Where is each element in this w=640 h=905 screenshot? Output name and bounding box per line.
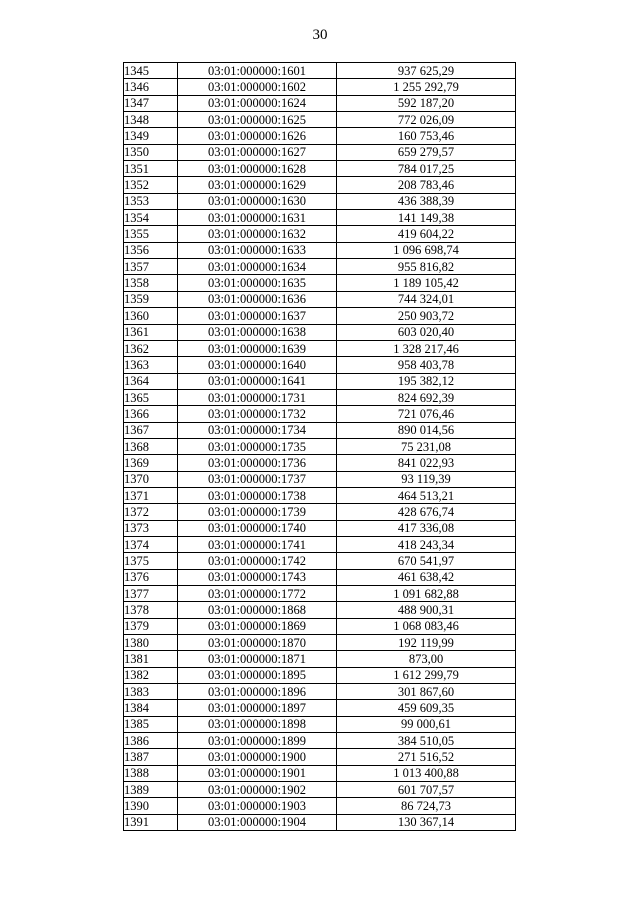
- value-cell: 1 013 400,88: [337, 765, 516, 781]
- row-number-cell: 1391: [124, 814, 178, 830]
- cadastral-number-cell: 03:01:000000:1637: [178, 308, 337, 324]
- table-row: [124, 112, 516, 128]
- row-number-cell: 1368: [124, 438, 178, 454]
- value-cell: 1 189 105,42: [337, 275, 516, 291]
- value-cell: 937 625,29: [337, 63, 516, 79]
- row-number-cell: 1348: [124, 112, 178, 128]
- table-row: [124, 324, 516, 340]
- row-number-cell: 1377: [124, 586, 178, 602]
- table-row: [124, 602, 516, 618]
- row-number-cell: 1385: [124, 716, 178, 732]
- cadastral-number-cell: 03:01:000000:1899: [178, 733, 337, 749]
- value-cell: 461 638,42: [337, 569, 516, 585]
- table-row: [124, 161, 516, 177]
- cadastral-number-cell: 03:01:000000:1734: [178, 422, 337, 438]
- cadastral-number-cell: 03:01:000000:1631: [178, 210, 337, 226]
- value-cell: 958 403,78: [337, 357, 516, 373]
- value-cell: 192 119,99: [337, 635, 516, 651]
- cadastral-number-cell: 03:01:000000:1738: [178, 487, 337, 503]
- cadastral-number-cell: 03:01:000000:1869: [178, 618, 337, 634]
- value-cell: 93 119,39: [337, 471, 516, 487]
- value-cell: 659 279,57: [337, 144, 516, 160]
- table-body: [124, 63, 516, 831]
- value-cell: 488 900,31: [337, 602, 516, 618]
- value-cell: 955 816,82: [337, 259, 516, 275]
- table-row: [124, 242, 516, 258]
- cadastral-number-cell: 03:01:000000:1904: [178, 814, 337, 830]
- cadastral-number-cell: 03:01:000000:1900: [178, 749, 337, 765]
- cadastral-number-cell: 03:01:000000:1772: [178, 586, 337, 602]
- cadastral-number-cell: 03:01:000000:1633: [178, 242, 337, 258]
- cadastral-number-cell: 03:01:000000:1641: [178, 373, 337, 389]
- value-cell: 436 388,39: [337, 193, 516, 209]
- table-row: [124, 79, 516, 95]
- row-number-cell: 1360: [124, 308, 178, 324]
- page-number: 30: [312, 27, 328, 43]
- value-cell: 784 017,25: [337, 161, 516, 177]
- row-number-cell: 1390: [124, 798, 178, 814]
- table-row: [124, 749, 516, 765]
- row-number-cell: 1354: [124, 210, 178, 226]
- value-cell: 130 367,14: [337, 814, 516, 830]
- cadastral-number-cell: 03:01:000000:1901: [178, 765, 337, 781]
- table-row: [124, 651, 516, 667]
- table-row: [124, 95, 516, 111]
- row-number-cell: 1352: [124, 177, 178, 193]
- value-cell: 428 676,74: [337, 504, 516, 520]
- cadastral-number-cell: 03:01:000000:1898: [178, 716, 337, 732]
- table-row: [124, 471, 516, 487]
- table-row: [124, 569, 516, 585]
- value-cell: 464 513,21: [337, 487, 516, 503]
- value-cell: 141 149,38: [337, 210, 516, 226]
- cadastral-number-cell: 03:01:000000:1632: [178, 226, 337, 242]
- value-cell: 271 516,52: [337, 749, 516, 765]
- cadastral-number-cell: 03:01:000000:1739: [178, 504, 337, 520]
- row-number-cell: 1349: [124, 128, 178, 144]
- cadastral-number-cell: 03:01:000000:1735: [178, 438, 337, 454]
- row-number-cell: 1373: [124, 520, 178, 536]
- value-cell: 603 020,40: [337, 324, 516, 340]
- row-number-cell: 1363: [124, 357, 178, 373]
- row-number-cell: 1365: [124, 389, 178, 405]
- row-number-cell: 1346: [124, 79, 178, 95]
- row-number-cell: 1369: [124, 455, 178, 471]
- table-row: [124, 455, 516, 471]
- cadastral-number-cell: 03:01:000000:1635: [178, 275, 337, 291]
- table-row: [124, 504, 516, 520]
- value-cell: 86 724,73: [337, 798, 516, 814]
- cadastral-number-cell: 03:01:000000:1896: [178, 684, 337, 700]
- row-number-cell: 1361: [124, 324, 178, 340]
- cadastral-number-cell: 03:01:000000:1737: [178, 471, 337, 487]
- row-number-cell: 1351: [124, 161, 178, 177]
- cadastral-number-cell: 03:01:000000:1732: [178, 406, 337, 422]
- cadastral-number-cell: 03:01:000000:1626: [178, 128, 337, 144]
- cadastral-number-cell: 03:01:000000:1731: [178, 389, 337, 405]
- cadastral-number-cell: 03:01:000000:1629: [178, 177, 337, 193]
- value-cell: 890 014,56: [337, 422, 516, 438]
- table-row: [124, 357, 516, 373]
- row-number-cell: 1345: [124, 63, 178, 79]
- table-row: [124, 210, 516, 226]
- value-cell: 721 076,46: [337, 406, 516, 422]
- value-cell: 208 783,46: [337, 177, 516, 193]
- value-cell: 1 068 083,46: [337, 618, 516, 634]
- row-number-cell: 1389: [124, 782, 178, 798]
- row-number-cell: 1370: [124, 471, 178, 487]
- row-number-cell: 1387: [124, 749, 178, 765]
- value-cell: 419 604,22: [337, 226, 516, 242]
- cadastral-number-cell: 03:01:000000:1736: [178, 455, 337, 471]
- row-number-cell: 1378: [124, 602, 178, 618]
- row-number-cell: 1366: [124, 406, 178, 422]
- table-row: [124, 618, 516, 634]
- cadastral-number-cell: 03:01:000000:1742: [178, 553, 337, 569]
- cadastral-number-cell: 03:01:000000:1897: [178, 700, 337, 716]
- value-cell: 841 022,93: [337, 455, 516, 471]
- table-row: [124, 798, 516, 814]
- value-cell: 99 000,61: [337, 716, 516, 732]
- table-row: [124, 340, 516, 356]
- table-row: [124, 553, 516, 569]
- table-row: [124, 308, 516, 324]
- table-row: [124, 193, 516, 209]
- table-row: [124, 520, 516, 536]
- value-cell: 1 612 299,79: [337, 667, 516, 683]
- row-number-cell: 1355: [124, 226, 178, 242]
- table-row: [124, 782, 516, 798]
- row-number-cell: 1388: [124, 765, 178, 781]
- cadastral-number-cell: 03:01:000000:1601: [178, 63, 337, 79]
- row-number-cell: 1379: [124, 618, 178, 634]
- cadastral-number-cell: 03:01:000000:1640: [178, 357, 337, 373]
- cadastral-number-cell: 03:01:000000:1638: [178, 324, 337, 340]
- table-row: [124, 389, 516, 405]
- row-number-cell: 1359: [124, 291, 178, 307]
- table-row: [124, 765, 516, 781]
- table-row: [124, 373, 516, 389]
- cadastral-number-cell: 03:01:000000:1636: [178, 291, 337, 307]
- row-number-cell: 1357: [124, 259, 178, 275]
- row-number-cell: 1376: [124, 569, 178, 585]
- value-cell: 873,00: [337, 651, 516, 667]
- cadastral-number-cell: 03:01:000000:1625: [178, 112, 337, 128]
- cadastral-number-cell: 03:01:000000:1903: [178, 798, 337, 814]
- table-row: [124, 144, 516, 160]
- cadastral-number-cell: 03:01:000000:1741: [178, 536, 337, 552]
- value-cell: 1 091 682,88: [337, 586, 516, 602]
- table-row: [124, 406, 516, 422]
- row-number-cell: 1367: [124, 422, 178, 438]
- row-number-cell: 1362: [124, 340, 178, 356]
- value-cell: 601 707,57: [337, 782, 516, 798]
- table-row: [124, 226, 516, 242]
- cadastral-number-cell: 03:01:000000:1743: [178, 569, 337, 585]
- cadastral-number-cell: 03:01:000000:1870: [178, 635, 337, 651]
- table-row: [124, 716, 516, 732]
- row-number-cell: 1375: [124, 553, 178, 569]
- row-number-cell: 1386: [124, 733, 178, 749]
- value-cell: 772 026,09: [337, 112, 516, 128]
- row-number-cell: 1353: [124, 193, 178, 209]
- row-number-cell: 1371: [124, 487, 178, 503]
- table-row: [124, 700, 516, 716]
- cadastral-number-cell: 03:01:000000:1630: [178, 193, 337, 209]
- table-row: [124, 684, 516, 700]
- value-cell: 301 867,60: [337, 684, 516, 700]
- cadastral-number-cell: 03:01:000000:1895: [178, 667, 337, 683]
- table-row: [124, 291, 516, 307]
- value-cell: 417 336,08: [337, 520, 516, 536]
- cadastral-number-cell: 03:01:000000:1624: [178, 95, 337, 111]
- row-number-cell: 1380: [124, 635, 178, 651]
- cadastral-value-table: [123, 62, 516, 831]
- table-row: [124, 63, 516, 79]
- value-cell: 75 231,08: [337, 438, 516, 454]
- value-cell: 195 382,12: [337, 373, 516, 389]
- table-row: [124, 128, 516, 144]
- value-cell: 418 243,34: [337, 536, 516, 552]
- value-cell: 459 609,35: [337, 700, 516, 716]
- table-row: [124, 733, 516, 749]
- row-number-cell: 1382: [124, 667, 178, 683]
- value-cell: 1 328 217,46: [337, 340, 516, 356]
- value-cell: 250 903,72: [337, 308, 516, 324]
- value-cell: 824 692,39: [337, 389, 516, 405]
- row-number-cell: 1364: [124, 373, 178, 389]
- table-row: [124, 275, 516, 291]
- cadastral-number-cell: 03:01:000000:1868: [178, 602, 337, 618]
- table-row: [124, 635, 516, 651]
- table-row: [124, 814, 516, 830]
- value-cell: 1 255 292,79: [337, 79, 516, 95]
- row-number-cell: 1383: [124, 684, 178, 700]
- cadastral-number-cell: 03:01:000000:1627: [178, 144, 337, 160]
- value-cell: 160 753,46: [337, 128, 516, 144]
- row-number-cell: 1356: [124, 242, 178, 258]
- table-row: [124, 487, 516, 503]
- row-number-cell: 1384: [124, 700, 178, 716]
- table-row: [124, 422, 516, 438]
- value-cell: 1 096 698,74: [337, 242, 516, 258]
- table-row: [124, 667, 516, 683]
- value-cell: 592 187,20: [337, 95, 516, 111]
- cadastral-number-cell: 03:01:000000:1902: [178, 782, 337, 798]
- table-row: [124, 438, 516, 454]
- cadastral-number-cell: 03:01:000000:1740: [178, 520, 337, 536]
- row-number-cell: 1358: [124, 275, 178, 291]
- cadastral-number-cell: 03:01:000000:1871: [178, 651, 337, 667]
- value-cell: 384 510,05: [337, 733, 516, 749]
- value-cell: 744 324,01: [337, 291, 516, 307]
- table-row: [124, 586, 516, 602]
- cadastral-number-cell: 03:01:000000:1634: [178, 259, 337, 275]
- cadastral-number-cell: 03:01:000000:1602: [178, 79, 337, 95]
- row-number-cell: 1372: [124, 504, 178, 520]
- row-number-cell: 1381: [124, 651, 178, 667]
- row-number-cell: 1350: [124, 144, 178, 160]
- cadastral-number-cell: 03:01:000000:1628: [178, 161, 337, 177]
- cadastral-number-cell: 03:01:000000:1639: [178, 340, 337, 356]
- value-cell: 670 541,97: [337, 553, 516, 569]
- row-number-cell: 1347: [124, 95, 178, 111]
- table-row: [124, 259, 516, 275]
- table-row: [124, 177, 516, 193]
- row-number-cell: 1374: [124, 536, 178, 552]
- table-row: [124, 536, 516, 552]
